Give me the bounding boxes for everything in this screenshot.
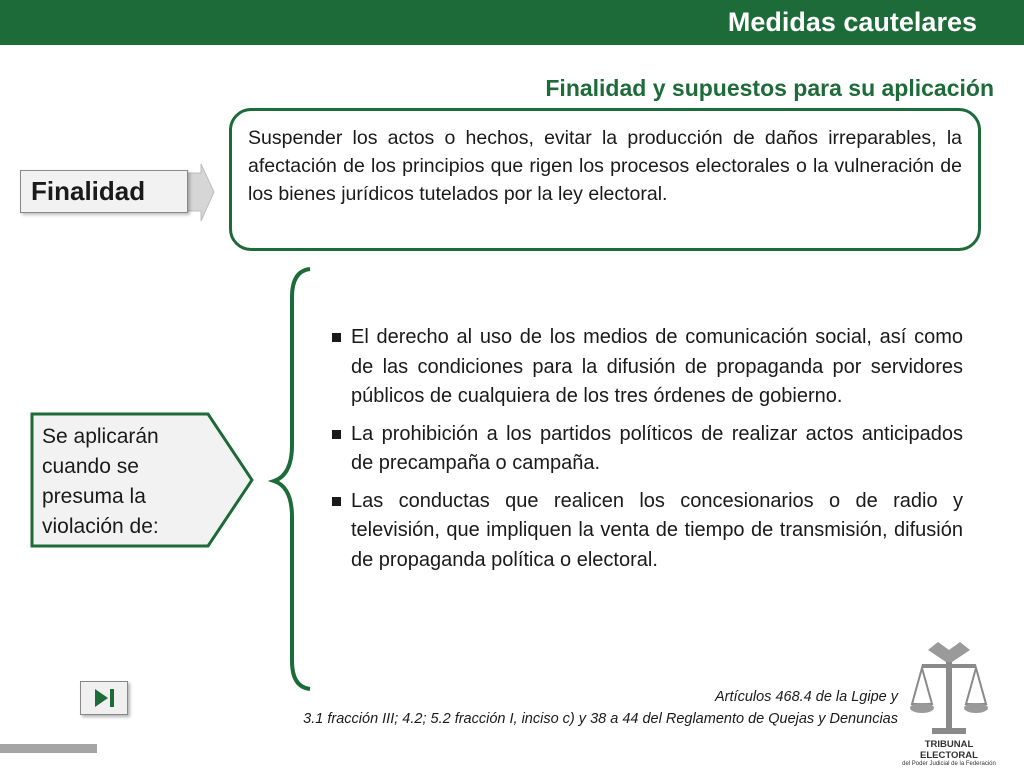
bottom-bar bbox=[0, 744, 97, 753]
play-end-icon bbox=[81, 682, 127, 714]
list-item bbox=[332, 323, 963, 412]
reference-line: Artículos 468.4 de la Lgipe y bbox=[715, 689, 898, 705]
list-item-text: Las conductas que realicen los concesionarios o de radio y televisión, que impliquen la venta de tiempo de transmisión, difusión de propaganda política o electoral. bbox=[351, 489, 963, 571]
page-title: Medidas cautelares bbox=[727, 7, 977, 37]
supuestos-list bbox=[332, 323, 963, 583]
aplicacion-line: violación de: bbox=[42, 515, 159, 538]
square-bullet-icon bbox=[332, 497, 341, 506]
aplicacion-line: Se aplicarán bbox=[42, 425, 159, 448]
legal-reference bbox=[303, 686, 898, 730]
list-item-text: La prohibición a los partidos políticos de realizar actos anticipados de precampaña o campaña. bbox=[351, 422, 963, 474]
logo-subtitle: del Poder Judicial de la Federación bbox=[902, 761, 996, 767]
list-item bbox=[332, 487, 963, 576]
finalidad-label: Finalidad bbox=[20, 170, 188, 213]
logo-caption bbox=[898, 739, 1000, 767]
scales-of-justice-icon bbox=[908, 642, 990, 738]
square-bullet-icon bbox=[332, 333, 341, 342]
aplicacion-text bbox=[42, 422, 159, 542]
nav-end-button[interactable] bbox=[80, 681, 128, 715]
reference-line: 3.1 fracción III; 4.2; 5.2 fracción I, inciso c) y 38 a 44 del Reglamento de Quejas y Denuncias bbox=[303, 711, 898, 727]
section-subtitle: Finalidad y supuestos para su aplicación bbox=[545, 75, 994, 101]
logo-title: TRIBUNAL ELECTORAL bbox=[920, 739, 978, 761]
aplicacion-line: presuma la bbox=[42, 485, 146, 508]
finalidad-description: Suspender los actos o hechos, evitar la producción de daños irreparables, la afectación de los principios que rigen los procesos electorales o la vulneración de los bienes jurídicos tutelados por la ley electoral. bbox=[229, 108, 981, 251]
aplicacion-line: cuando se bbox=[42, 455, 139, 478]
arrow-connector-icon bbox=[185, 160, 217, 225]
list-item-text: El derecho al uso de los medios de comunicación social, así como de las condiciones para la difusión de propaganda por servidores públicos de cualquiera de los tres órdenes de gobierno. bbox=[351, 326, 963, 407]
square-bullet-icon bbox=[332, 430, 341, 439]
curly-brace-icon bbox=[268, 265, 316, 693]
list-item bbox=[332, 420, 963, 479]
